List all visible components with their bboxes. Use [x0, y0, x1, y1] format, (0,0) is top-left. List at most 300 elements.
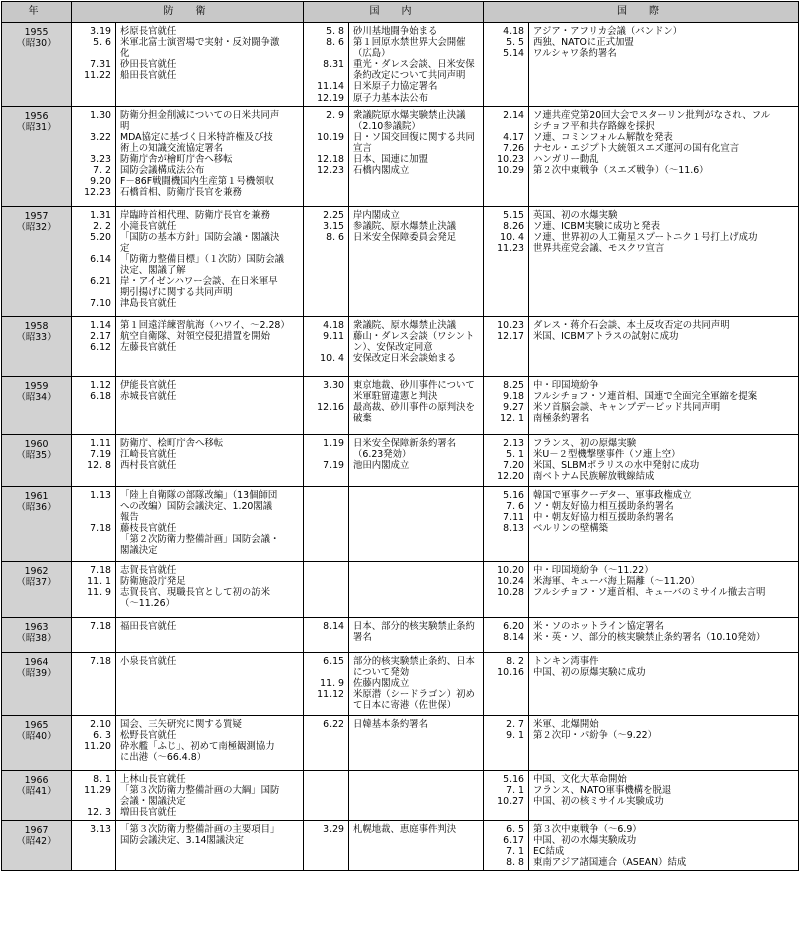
defense-date [72, 598, 111, 609]
defense-event: 杉原長官就任 [120, 26, 177, 37]
defense-event: 志賀長官就任 [120, 564, 177, 576]
defense-date: 11.20 [84, 740, 111, 752]
chronology-table [1, 1, 799, 871]
defense-date [72, 534, 111, 545]
international-date: 8.14 [503, 631, 524, 643]
showa-label: （昭36） [16, 501, 57, 513]
international-dates-cell [484, 715, 529, 770]
domestic-events-cell [349, 561, 484, 617]
international-date: 12. 1 [500, 412, 524, 424]
defense-event: 「第３次防衛力整備計画の主要項目」 [120, 824, 280, 836]
year-cell [2, 715, 72, 770]
defense-date: 1.11 [90, 437, 111, 449]
defense-event: 閣議決定 [120, 545, 158, 557]
defense-date [72, 796, 111, 807]
defense-date: 7.10 [90, 298, 111, 310]
defense-date: 7. 2 [93, 165, 111, 177]
defense-event: 小滝長官就任 [120, 220, 177, 232]
international-dates-cell [484, 821, 529, 871]
international-date: 10.20 [497, 564, 524, 576]
defense-date [72, 121, 111, 132]
header-domestic: 国 内 [304, 2, 484, 23]
year-cell [2, 821, 72, 871]
defense-event: 岸・アイゼンハワー会談、在日米軍早 [120, 276, 278, 288]
defense-date: 11. 1 [87, 575, 111, 587]
domestic-events-cell [349, 821, 484, 871]
international-events-cell [529, 770, 799, 820]
defense-event: 西村長官就任 [120, 459, 177, 471]
international-events-cell [529, 376, 799, 434]
domestic-event: 日米原子力協定署名 [353, 81, 438, 93]
international-date: 10.16 [497, 666, 524, 678]
domestic-date: 2.25 [323, 209, 344, 221]
international-events-cell [529, 715, 799, 770]
domestic-dates-cell [304, 617, 349, 652]
international-date: 8. 8 [506, 857, 524, 869]
defense-event: 国防会議構成法公布 [120, 165, 205, 177]
international-date: 12.20 [497, 470, 524, 482]
defense-event: 第１回遠洋練習航海（ハワイ、～2.28） [120, 319, 290, 331]
defense-date: 5.20 [90, 231, 111, 243]
header-row [2, 2, 799, 23]
domestic-date: 12.18 [317, 154, 344, 166]
year-row [2, 106, 799, 206]
header-international: 国 際 [484, 2, 799, 23]
domestic-events-cell [349, 652, 484, 715]
domestic-event: 原子力基本法公布 [353, 92, 429, 104]
domestic-date: 3.30 [323, 379, 344, 391]
domestic-date: 9.11 [323, 330, 344, 342]
international-date: 8.25 [503, 379, 524, 391]
year-row [2, 376, 799, 434]
defense-date [72, 143, 111, 154]
defense-event: 防衛分担金削減についての日米共同声 [120, 109, 280, 121]
defense-date: 1.13 [90, 489, 111, 501]
defense-date: 7.18 [90, 655, 111, 667]
domestic-date: 8. 6 [326, 37, 344, 49]
defense-dates-cell [72, 316, 116, 376]
international-event: 南極条約署名 [533, 412, 590, 424]
showa-label: （昭42） [16, 836, 57, 848]
domestic-events-cell [349, 23, 484, 107]
domestic-date: 10. 4 [320, 352, 344, 364]
defense-event: 福田長官就任 [120, 620, 177, 632]
domestic-events-cell [349, 206, 484, 316]
international-event: 米国、ICBMアトラスの試射に成功 [533, 330, 679, 342]
defense-event: 決定、閣議了解 [120, 265, 186, 277]
international-event: ワルシャワ条約署名 [533, 48, 617, 60]
defense-date: 1.31 [90, 209, 111, 221]
defense-date: 2.10 [90, 718, 111, 730]
international-date: 5. 1 [506, 448, 524, 460]
domestic-date: 10.19 [317, 131, 344, 143]
defense-event: （～11.26） [120, 597, 175, 609]
international-event: ダレス・蒋介石会談、本土反攻否定の共同声明 [533, 319, 730, 331]
domestic-date [304, 700, 344, 711]
domestic-date: 3.29 [323, 824, 344, 836]
domestic-date: 12.16 [317, 401, 344, 413]
international-date: 10.28 [497, 586, 524, 598]
international-event: 米軍、北爆開始 [533, 718, 599, 730]
domestic-date [304, 70, 344, 81]
domestic-date [304, 342, 344, 353]
domestic-date: 4.18 [323, 319, 344, 331]
domestic-events-cell [349, 316, 484, 376]
domestic-date: 11.14 [317, 81, 344, 93]
international-date: 9. 1 [506, 729, 524, 741]
showa-label: （昭37） [16, 576, 57, 588]
defense-dates-cell [72, 434, 116, 486]
defense-events-cell [116, 106, 304, 206]
domestic-dates-cell [304, 376, 349, 434]
year-cell [2, 617, 72, 652]
defense-date: 2. 2 [93, 220, 111, 232]
domestic-date: 12.23 [317, 165, 344, 177]
domestic-date: 1.19 [323, 437, 344, 449]
domestic-date: 5. 8 [326, 26, 344, 37]
defense-date [72, 501, 111, 512]
defense-date: 3.19 [90, 26, 111, 37]
international-date: 8.13 [503, 522, 524, 534]
year-row [2, 316, 799, 376]
international-date: 5.16 [503, 773, 524, 785]
defense-event: 航空自衛隊、対領空侵犯措置を開始 [120, 330, 271, 342]
defense-date [72, 287, 111, 298]
defense-date [72, 835, 111, 846]
defense-date: 6.14 [90, 254, 111, 266]
defense-date: 12.23 [84, 187, 111, 199]
domestic-events-cell [349, 106, 484, 206]
domestic-event: 東京地裁、砂川事件について [353, 379, 475, 391]
domestic-event: 石橋内閣成立 [353, 165, 410, 177]
showa-label: （昭39） [16, 667, 57, 679]
international-dates-cell [484, 617, 529, 652]
international-event: 第２次中東戦争（スエズ戦争）（～11.6） [533, 165, 709, 177]
domestic-date: 3.15 [323, 220, 344, 232]
domestic-event: 条約改定について共同声明 [353, 70, 466, 82]
domestic-events-cell [349, 434, 484, 486]
defense-events-cell [116, 652, 304, 715]
international-date [484, 121, 524, 132]
showa-label: （昭32） [16, 221, 57, 233]
international-date: 6.20 [503, 620, 524, 632]
header-year: 年 [2, 2, 72, 23]
defense-event: 定 [120, 242, 130, 254]
international-event: 第３次中東戦争（～6.9） [533, 824, 642, 836]
international-event: 中国、初の核ミサイル実験成功 [533, 795, 664, 807]
domestic-date [304, 667, 344, 678]
defense-date [72, 265, 111, 276]
showa-label: （昭41） [16, 785, 57, 797]
international-date: 4.18 [503, 26, 524, 37]
international-event: ソ・朝友好協力相互援助条約署名 [533, 500, 674, 512]
defense-dates-cell [72, 770, 116, 820]
international-date: 7. 1 [506, 846, 524, 858]
international-event: シチョフ平和共存路線を採択 [533, 120, 655, 132]
domestic-event: 署名 [353, 631, 372, 643]
international-dates-cell [484, 206, 529, 316]
defense-event: に出港（～66.4.8） [120, 751, 207, 763]
international-date: 10.29 [497, 165, 524, 177]
international-date: 7. 6 [506, 500, 524, 512]
defense-events-cell [116, 23, 304, 107]
international-events-cell [529, 23, 799, 107]
domestic-dates-cell [304, 486, 349, 561]
international-event: ソ連、コミンフォルム解散を発表 [533, 131, 673, 143]
showa-label: （昭35） [16, 449, 57, 461]
domestic-event: ン）、安保改定同意 [353, 341, 433, 353]
international-dates-cell [484, 486, 529, 561]
defense-date: 6.18 [90, 390, 111, 402]
international-events-cell [529, 316, 799, 376]
year-label: 1966 [24, 774, 49, 786]
defense-dates-cell [72, 206, 116, 316]
domestic-event: 破棄 [353, 412, 372, 424]
defense-event: 「第２次防衛力整備計画」国防会議・ [120, 534, 280, 546]
domestic-date: 8. 6 [326, 231, 344, 243]
domestic-date: 8.14 [323, 620, 344, 632]
domestic-event: 佐藤内閣成立 [353, 677, 410, 689]
year-cell [2, 434, 72, 486]
domestic-date [304, 632, 344, 643]
domestic-date: 2. 9 [326, 109, 344, 121]
international-event: 世界共産党会議、モスクワ宣言 [533, 242, 665, 254]
international-event: 中国、初の原爆実験に成功 [533, 666, 646, 678]
international-date: 10.27 [497, 795, 524, 807]
domestic-dates-cell [304, 770, 349, 820]
year-row [2, 821, 799, 871]
domestic-events-cell [349, 486, 484, 561]
defense-event: 小泉長官就任 [120, 655, 177, 667]
year-row [2, 434, 799, 486]
international-event: 米U－２型機撃墜事件（ソ連上空） [533, 448, 681, 460]
defense-date [72, 752, 111, 763]
defense-date: 1.30 [90, 109, 111, 121]
defense-dates-cell [72, 23, 116, 107]
domestic-event: 部分的核実験禁止条約、日本 [353, 655, 475, 667]
domestic-dates-cell [304, 821, 349, 871]
showa-label: （昭33） [16, 331, 57, 343]
international-event: フランス、NATO軍事機構を脱退 [533, 784, 672, 796]
defense-event: 船田長官就任 [120, 70, 177, 82]
international-date: 5. 5 [506, 37, 524, 49]
domestic-date [304, 143, 344, 154]
defense-date: 12. 3 [87, 806, 111, 818]
domestic-event: 宣言 [353, 142, 372, 154]
international-date: 10.23 [497, 154, 524, 166]
international-dates-cell [484, 561, 529, 617]
domestic-event: 重光・ダレス会談、日米安保 [353, 59, 475, 71]
international-event: 中・印国境紛争 [533, 379, 599, 391]
defense-dates-cell [72, 715, 116, 770]
year-label: 1957 [24, 210, 49, 222]
domestic-event: （広島） [353, 48, 391, 60]
year-row [2, 617, 799, 652]
international-dates-cell [484, 434, 529, 486]
defense-date: 1.14 [90, 319, 111, 331]
year-label: 1956 [24, 110, 49, 122]
domestic-date: 7.19 [323, 459, 344, 471]
year-label: 1961 [24, 490, 49, 502]
year-cell [2, 206, 72, 316]
international-event: ナセル・エジプト大統領スエズ運河の国有化宣言 [533, 142, 740, 154]
domestic-events-cell [349, 617, 484, 652]
year-cell [2, 486, 72, 561]
domestic-event: 日本、国連に加盟 [353, 154, 429, 166]
showa-label: （昭38） [16, 632, 57, 644]
defense-event: 津島長官就任 [120, 298, 177, 310]
domestic-events-cell [349, 376, 484, 434]
international-events-cell [529, 486, 799, 561]
international-events-cell [529, 561, 799, 617]
defense-date: 2.17 [90, 330, 111, 342]
international-dates-cell [484, 376, 529, 434]
domestic-date: 6.15 [323, 655, 344, 667]
domestic-date [304, 121, 344, 132]
domestic-date: 11. 9 [320, 677, 344, 689]
international-date: 2. 7 [506, 718, 524, 730]
international-event: ソ連、世界初の人工衛星スプートニク１号打上げ成功 [533, 231, 758, 243]
international-dates-cell [484, 652, 529, 715]
defense-dates-cell [72, 652, 116, 715]
year-cell [2, 376, 72, 434]
year-label: 1963 [24, 621, 49, 633]
year-row [2, 23, 799, 107]
international-events-cell [529, 434, 799, 486]
defense-event: 増田長官就任 [120, 806, 177, 818]
defense-date: 3.13 [90, 824, 111, 836]
defense-event: 「国防の基本方針」国防会議・閣議決 [120, 231, 280, 243]
defense-event: 赤城長官就任 [120, 390, 177, 402]
international-date: 9.18 [503, 390, 524, 402]
year-label: 1967 [24, 825, 49, 837]
domestic-event: て日本に寄港（佐世保） [353, 700, 457, 712]
international-events-cell [529, 652, 799, 715]
defense-event: 米軍北富士演習場で実射・反対闘争激 [120, 37, 280, 49]
international-dates-cell [484, 23, 529, 107]
international-event: 米ソ首脳会談、キャンプデービッド共同声明 [533, 401, 721, 413]
domestic-event: 衆議院原水爆実験禁止決議 [353, 109, 466, 121]
year-row [2, 715, 799, 770]
international-event: 米・英・ソ、部分的核実験禁止条約署名（10.10発効） [533, 631, 766, 643]
domestic-event: 砂川基地闘争始まる [353, 26, 438, 37]
defense-date [72, 512, 111, 523]
international-date: 2.14 [503, 109, 524, 121]
international-dates-cell [484, 106, 529, 206]
year-cell [2, 652, 72, 715]
international-date: 5.15 [503, 209, 524, 221]
domestic-dates-cell [304, 316, 349, 376]
international-event: 南ベトナム民族解放戦線結成 [533, 470, 655, 482]
defense-event: への改編）国防会議決定、1.20閣議 [120, 500, 273, 512]
international-date: 9.27 [503, 401, 524, 413]
defense-events-cell [116, 376, 304, 434]
defense-event: 化 [120, 48, 130, 60]
defense-date: 6.12 [90, 341, 111, 353]
year-cell [2, 770, 72, 820]
domestic-event: （2.10参議院） [353, 120, 421, 132]
international-events-cell [529, 206, 799, 316]
showa-label: （昭34） [16, 391, 57, 403]
international-event: 米海軍、キューバ海上隔離（～11.20） [533, 575, 700, 587]
international-event: ハンガリー動乱 [533, 154, 599, 166]
international-date: 4.17 [503, 131, 524, 143]
domestic-event: 日・ソ国交回復に関する共同 [353, 131, 475, 143]
international-event: フルシチョフ・ソ連首相、国連で全面完全軍縮を提案 [533, 390, 758, 402]
defense-event: 砂田長官就任 [120, 59, 177, 71]
international-dates-cell [484, 770, 529, 820]
domestic-event: 札幌地裁、恵庭事件判決 [353, 824, 457, 836]
international-dates-cell [484, 316, 529, 376]
showa-label: （昭40） [16, 730, 57, 742]
defense-event: 「防衛力整備目標」（１次防）国防会議 [120, 254, 285, 266]
domestic-event: 日韓基本条約署名 [353, 718, 429, 730]
domestic-events-cell [349, 770, 484, 820]
domestic-event: 安保改定日米会談始まる [353, 352, 457, 364]
defense-date: 3.22 [90, 131, 111, 143]
year-row [2, 206, 799, 316]
domestic-date: 12.19 [317, 92, 344, 104]
domestic-event: 衆議院、原水爆禁止決議 [353, 319, 457, 331]
year-cell [2, 561, 72, 617]
year-label: 1965 [24, 719, 49, 731]
defense-date: 11.29 [84, 784, 111, 796]
defense-events-cell [116, 770, 304, 820]
international-event: ベルリンの壁構築 [533, 522, 609, 534]
defense-date: 12. 8 [87, 459, 111, 471]
defense-event: 「第３次防衛力整備計画の大綱」国防 [120, 784, 280, 796]
defense-date: 11.22 [84, 70, 111, 82]
defense-event: 伊能長官就任 [120, 379, 177, 391]
international-event: 英国、初の水爆実験 [533, 209, 618, 221]
defense-date: 1.12 [90, 379, 111, 391]
defense-date: 7.18 [90, 620, 111, 632]
defense-dates-cell [72, 376, 116, 434]
year-row [2, 770, 799, 820]
defense-event: 防衛施設庁発足 [120, 575, 186, 587]
international-date: 7.11 [503, 511, 524, 523]
defense-events-cell [116, 434, 304, 486]
defense-event: 防衛庁舎が檜町庁舎へ移転 [120, 154, 233, 166]
domestic-event: 第１回原水禁世界大会開催 [353, 37, 466, 49]
international-event: アジア・アフリカ会議（バンドン） [533, 26, 683, 37]
defense-event: 期引揚げに関する共同声明 [120, 287, 233, 299]
defense-date: 6. 3 [93, 729, 111, 741]
international-date: 8. 2 [506, 655, 524, 667]
defense-event: 防衛庁、桧町庁舎へ移転 [120, 437, 224, 449]
defense-date: 7.18 [90, 564, 111, 576]
year-row [2, 486, 799, 561]
international-date: 7.26 [503, 142, 524, 154]
international-event: 中国、初の水爆実験成功 [533, 835, 637, 847]
defense-event: MDA協定に基づく日米特許権及び技 [120, 131, 273, 143]
year-label: 1962 [24, 565, 49, 577]
domestic-event: について発効 [353, 666, 410, 678]
international-date: 6. 5 [506, 824, 524, 836]
domestic-dates-cell [304, 715, 349, 770]
international-date: 7.20 [503, 459, 524, 471]
domestic-dates-cell [304, 652, 349, 715]
defense-events-cell [116, 316, 304, 376]
defense-event: 術上の知識交流協定署名 [120, 142, 224, 154]
international-date: 10.24 [497, 575, 524, 587]
defense-events-cell [116, 821, 304, 871]
international-date: 11.23 [497, 242, 524, 254]
international-date: 5.14 [503, 48, 524, 60]
defense-event: 明 [120, 120, 130, 132]
international-event: 中・朝友好協力相互援助条約署名 [533, 511, 674, 523]
defense-events-cell [116, 486, 304, 561]
